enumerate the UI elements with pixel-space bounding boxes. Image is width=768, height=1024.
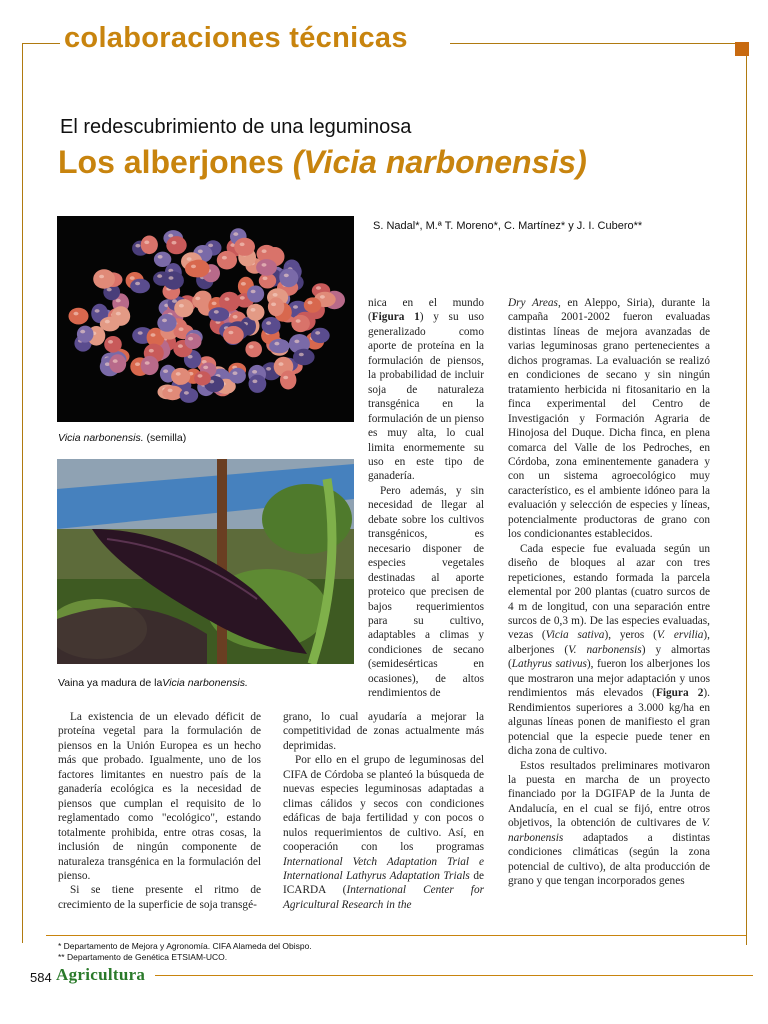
seed bbox=[141, 356, 159, 375]
seed-highlight bbox=[95, 309, 100, 313]
seed-highlight bbox=[228, 331, 233, 335]
seed-highlight bbox=[249, 345, 254, 349]
seed-highlight bbox=[225, 297, 230, 301]
seed bbox=[311, 328, 330, 343]
column-3-text: Cada especie fue evaluada según un diseño de bloques al azar con tres repeticiones, estando formada la parcela elemental por 200 plantas (cuatro surcos de 4 m de longitud, con una separación entre surcos de 0,3 m). De las especies evaluadas, vezas ( bbox=[508, 542, 710, 642]
seed-highlight bbox=[191, 265, 196, 269]
column-1-paragraph-1: La existencia de un elevado déficit de proteína vegetal para la formulación de piensos en la Unión Europea es un hecho más que probado. Igualmente, uno de los factores limitantes en nuestro país de la ganadería ecológica es la necesidad de piensos que cumplan el requisito de lo reglamentado como "ecológico", estando totalmente prohibida, entre otras cosas, la inclusión de ningún componente de naturaleza transgénica en la formulación del pienso. bbox=[58, 711, 261, 882]
column-2-upper bbox=[368, 296, 484, 701]
seed-highlight bbox=[262, 249, 267, 253]
authors-line: S. Nadal*, M.ª T. Moreno*, C. Martínez* y J. I. Cubero** bbox=[373, 220, 643, 232]
seed bbox=[249, 375, 267, 393]
seed-highlight bbox=[138, 331, 143, 335]
seed bbox=[171, 368, 190, 385]
column-3-text: ) y almortas ( bbox=[508, 643, 710, 671]
column-2-lower bbox=[283, 710, 484, 912]
article-title-italic: (Vicia narbonensis) bbox=[292, 144, 587, 180]
column-2-text: Por ello en el grupo de leguminosas del CIFA de Córdoba se planteó la búsqueda de nuevas especies leguminosas adaptadas a climas cálidos y secos con condiciones edáficas de baja fertilidad y con pocos o nulos requerimientos de cultivo. Así, en cooperación con los programas bbox=[283, 754, 484, 854]
seed bbox=[279, 269, 298, 288]
article-title bbox=[58, 144, 587, 181]
seed-highlight bbox=[172, 299, 177, 303]
seed-highlight bbox=[279, 362, 284, 366]
seed-highlight bbox=[145, 361, 150, 365]
seed bbox=[185, 261, 207, 278]
pod-photo bbox=[57, 459, 354, 664]
seed-highlight bbox=[198, 374, 203, 378]
seed-highlight bbox=[198, 250, 203, 254]
seed bbox=[163, 271, 184, 289]
figure-1-reference: Figura 1 bbox=[371, 311, 420, 324]
column-2-italic: International Center for Agricultural Research in the bbox=[283, 884, 484, 911]
column-2-text: de ICARDA ( bbox=[283, 869, 484, 897]
seed bbox=[166, 236, 186, 254]
seed-highlight bbox=[168, 389, 173, 393]
article-title-plain: Los alberjones bbox=[58, 144, 293, 180]
seed bbox=[162, 386, 183, 401]
seed-highlight bbox=[135, 362, 140, 366]
seed-highlight bbox=[233, 371, 238, 375]
seed-highlight bbox=[251, 290, 256, 294]
seed bbox=[77, 326, 94, 343]
pod-caption bbox=[58, 677, 248, 689]
seed-highlight bbox=[203, 366, 208, 370]
column-3-italic: V. narbonensis bbox=[508, 817, 710, 844]
column-3 bbox=[508, 296, 710, 889]
seed bbox=[174, 299, 193, 317]
seed-highlight bbox=[273, 293, 278, 297]
seed bbox=[304, 297, 321, 312]
seed-highlight bbox=[299, 353, 304, 357]
column-1 bbox=[58, 710, 261, 912]
seed bbox=[69, 308, 89, 325]
seed bbox=[223, 326, 244, 344]
seed-highlight bbox=[162, 319, 167, 323]
column-2-text: nica en el mundo ( bbox=[368, 297, 484, 324]
seed-highlight bbox=[212, 302, 217, 306]
seed-highlight bbox=[214, 310, 219, 314]
column-2-paragraph-2: Pero además, y sin necesidad de llegar al debate sobre los cultivos transgénicos, es necesario disponer de especies vegetales destinadas al aporte proteico que precisen de bajos requerimientos para su cultivo, adaptables a climas y condiciones de secano (semidesérticas en ocasiones), de altos rendimientos de bbox=[368, 484, 484, 700]
seed-highlight bbox=[316, 286, 321, 290]
seed bbox=[154, 252, 171, 267]
seed-highlight bbox=[80, 330, 85, 334]
seed-highlight bbox=[105, 362, 110, 366]
seed-highlight bbox=[179, 304, 184, 308]
seed-highlight bbox=[294, 340, 299, 344]
seed-highlight bbox=[178, 344, 183, 348]
seed-highlight bbox=[113, 359, 118, 363]
seed bbox=[247, 286, 264, 303]
seed-highlight bbox=[187, 257, 192, 261]
seed-highlight bbox=[116, 299, 121, 303]
seed-highlight bbox=[105, 320, 110, 324]
seed bbox=[256, 259, 277, 276]
column-3-text: ), yeros ( bbox=[604, 629, 657, 642]
column-2-paragraph-3: grano, lo cual ayudaría a mejorar la competitividad de zonas actualmente más deprimidas. bbox=[283, 711, 484, 752]
seed-highlight bbox=[263, 277, 268, 281]
seed bbox=[247, 304, 265, 321]
seed-highlight bbox=[149, 349, 154, 353]
column-3-text: adaptados a distintas condiciones climáticas (según la zona potencial de cultivo), de alta producción de grano y que tengan incorporados genes bbox=[508, 831, 710, 888]
seed bbox=[245, 341, 262, 357]
column-2-paragraph-1 bbox=[368, 296, 484, 484]
seed-highlight bbox=[116, 312, 121, 316]
seed-highlight bbox=[208, 244, 213, 248]
seed bbox=[194, 371, 211, 385]
seed-highlight bbox=[108, 340, 113, 344]
seed-highlight bbox=[151, 333, 156, 337]
seed bbox=[93, 269, 115, 288]
seed-highlight bbox=[169, 276, 174, 280]
seed-highlight bbox=[233, 315, 238, 319]
seed-highlight bbox=[251, 308, 256, 312]
header-rule-left bbox=[22, 43, 62, 44]
seed bbox=[280, 371, 296, 390]
pod-illustration bbox=[57, 459, 354, 664]
seed-highlight bbox=[252, 370, 257, 374]
seed bbox=[234, 238, 255, 256]
column-3-text: ), alberjones ( bbox=[508, 629, 710, 656]
column-2-text: ) y su uso generalizado como aporte de proteína en la formulación de piensos, la probabilidad de incluir soja de naturaleza transgénica en la formulación de un pienso es muy alta, lo cual limita enormemente su uso en este tipo de ganadería. bbox=[368, 311, 484, 483]
seed-highlight bbox=[184, 391, 189, 395]
seed bbox=[229, 368, 246, 384]
seed-highlight bbox=[271, 303, 276, 307]
column-3-text: ). Rendimientos superiores a 3.000 kg/ha en algunas líneas ponen de manifiesto el gran potencial que la especie puede tener en dicha zona de cultivo. bbox=[508, 687, 710, 758]
seed bbox=[111, 306, 130, 326]
seed-highlight bbox=[158, 255, 163, 259]
seed-highlight bbox=[172, 241, 177, 245]
seed-highlight bbox=[241, 282, 246, 286]
seed-highlight bbox=[320, 295, 325, 299]
column-3-italic: Vicia sativa bbox=[545, 629, 605, 642]
seed-highlight bbox=[74, 312, 79, 316]
seed-highlight bbox=[240, 296, 245, 300]
section-title: colaboraciones técnicas bbox=[60, 22, 412, 55]
seed bbox=[180, 388, 199, 403]
seeds-caption bbox=[58, 432, 186, 444]
seed bbox=[185, 333, 202, 349]
seed-highlight bbox=[179, 327, 184, 331]
seed bbox=[291, 315, 310, 332]
seed-highlight bbox=[296, 319, 301, 323]
seed-highlight bbox=[99, 275, 104, 279]
seeds-illustration bbox=[57, 216, 354, 422]
pod-caption-italic: Vicia narbonensis. bbox=[162, 677, 248, 689]
seed-highlight bbox=[195, 297, 200, 301]
pod-caption-plain: Vaina ya madura de la bbox=[58, 677, 163, 689]
seed bbox=[192, 293, 208, 308]
seed-highlight bbox=[266, 321, 271, 325]
seed-highlight bbox=[240, 243, 245, 247]
header-corner-square bbox=[735, 42, 749, 56]
column-3-paragraph-2 bbox=[508, 542, 710, 759]
seeds-caption-italic: Vicia narbonensis. bbox=[58, 432, 144, 444]
column-3-paragraph-1 bbox=[508, 296, 710, 542]
seeds-caption-plain: (semilla) bbox=[143, 432, 187, 444]
seed bbox=[293, 349, 315, 365]
seed bbox=[268, 297, 284, 316]
seed-highlight bbox=[135, 282, 140, 286]
page-number: 584 bbox=[30, 970, 52, 985]
seed bbox=[269, 339, 290, 353]
seed-highlight bbox=[266, 367, 271, 371]
seed-highlight bbox=[188, 337, 193, 341]
seed-highlight bbox=[308, 301, 313, 305]
column-3-italic: V. ervilia bbox=[656, 629, 704, 642]
column-3-text: , en Aleppo, Siria), durante la campaña 2001-2002 fueron evaluadas distintas líneas de mejora avanzadas de varias leguminosas grano pertenecientes a dichos programas. La evaluación se realizó en condiciones de secano y sin ningún tratamiento herbicida ni fitosanitario en la finca experimental del Centro de Investigación y Formación Agraria de Hinojosa del Duque. Dicha finca, en plena comarca del Valle de los Pedroches, en Córdoba, zona eminentemente ganadera y con un sistema agroecológico muy característico, es el ambiente idóneo para la evaluación y selección de especies y líneas, potencialmente productoras de grano con los condicionantes establecidos. bbox=[508, 297, 710, 541]
footer-rule bbox=[155, 975, 753, 976]
seed bbox=[141, 236, 158, 255]
seed-highlight bbox=[284, 274, 289, 278]
seed-highlight bbox=[135, 244, 140, 248]
page-frame-right bbox=[746, 50, 747, 945]
seed-highlight bbox=[293, 305, 298, 309]
footnote-rule bbox=[46, 935, 746, 936]
page-frame-left bbox=[22, 43, 23, 943]
seed bbox=[109, 354, 126, 373]
seed-highlight bbox=[262, 263, 267, 267]
seed-highlight bbox=[252, 380, 257, 384]
figure-2-reference: Figura 2 bbox=[655, 687, 704, 700]
seed-highlight bbox=[274, 342, 279, 346]
column-3-text: ), fueron los alberjones los que mostraron una mejor adaptación y unos rendimientos más elevados ( bbox=[508, 658, 710, 700]
seed-highlight bbox=[222, 256, 227, 260]
column-3-italic: V. narbonensis bbox=[568, 643, 642, 656]
column-3-text: Estos resultados preliminares motivaron la puesta en marcha de un proyecto financiado por la DGIFAP de la Junta de Andalucía, en el cual se fijó, entre otros objetivos, la obtención de cultivares de bbox=[508, 759, 710, 830]
article-subtitle: El redescubrimiento de una leguminosa bbox=[60, 116, 412, 138]
header-rule-right bbox=[450, 43, 740, 44]
column-3-italic: Dry Areas bbox=[508, 297, 558, 309]
column-1-paragraph-2: Si se tiene presente el ritmo de crecimiento de la superficie de soja transgé- bbox=[58, 884, 261, 911]
seed bbox=[208, 307, 229, 321]
seed-highlight bbox=[233, 232, 238, 236]
seed-highlight bbox=[144, 241, 149, 245]
seed-highlight bbox=[315, 331, 320, 335]
seed-highlight bbox=[176, 372, 181, 376]
column-3-italic: Lathyrus sativus bbox=[511, 658, 587, 671]
seed bbox=[104, 336, 122, 353]
magazine-logo: Agricultura bbox=[56, 965, 146, 984]
seed-highlight bbox=[163, 369, 168, 373]
seed-highlight bbox=[107, 288, 112, 292]
column-3-paragraph-3 bbox=[508, 759, 710, 889]
footnote-2: ** Departamento de Genética ETSIAM-UCO. bbox=[58, 952, 228, 962]
seed-highlight bbox=[130, 276, 135, 280]
footnote-1: * Departamento de Mejora y Agronomía. CIFA Alameda del Obispo. bbox=[58, 941, 312, 951]
seed-highlight bbox=[157, 274, 162, 278]
seed bbox=[217, 251, 237, 270]
column-2-paragraph-4 bbox=[283, 753, 484, 912]
seeds-photo bbox=[57, 216, 354, 422]
seed-highlight bbox=[283, 376, 288, 380]
seed bbox=[157, 314, 176, 332]
column-2-italic: International Vetch Adaptation Trial e International Lathyrus Adaptation Trials bbox=[283, 855, 484, 882]
seed bbox=[130, 279, 150, 294]
